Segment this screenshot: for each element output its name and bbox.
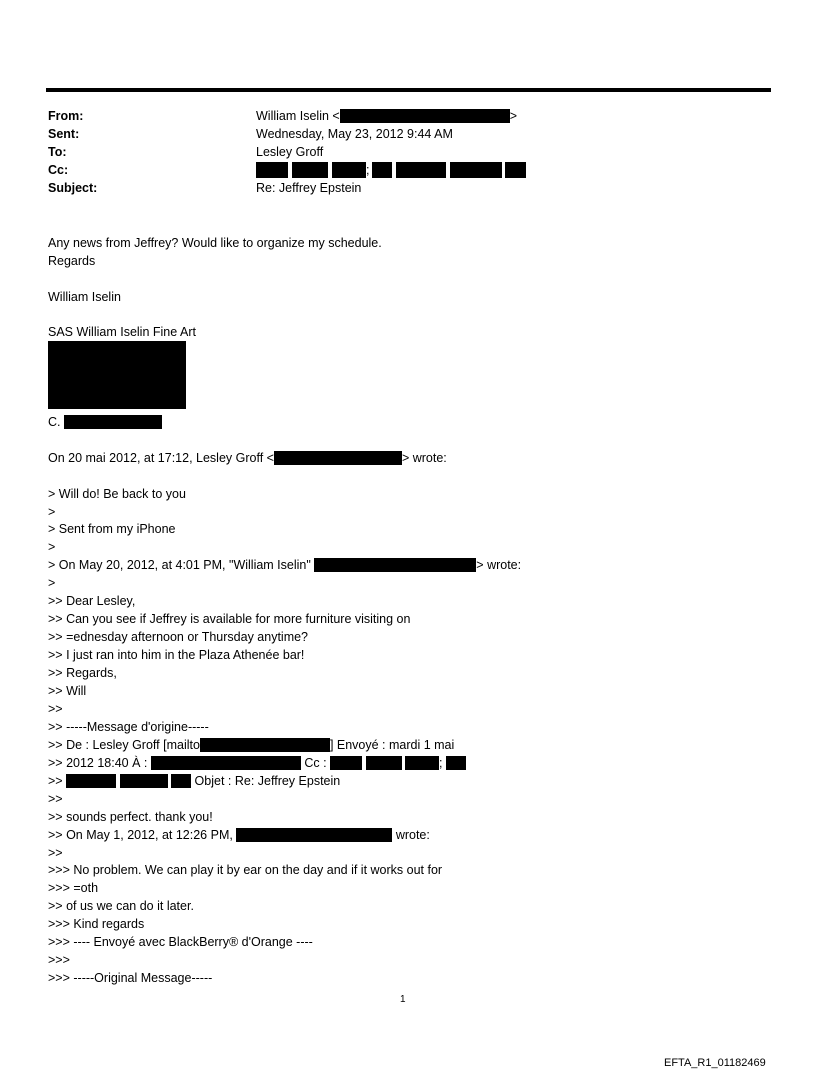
redaction: [171, 774, 191, 788]
body-line: Regards: [48, 254, 96, 268]
sent-label: Sent:: [48, 127, 80, 141]
redaction: [332, 162, 366, 178]
redaction: [330, 756, 362, 770]
quote-line: >>>: [48, 953, 70, 967]
page-number: 1: [400, 994, 406, 1005]
quote-line: >: [48, 540, 56, 554]
quote-line: >> -----Message d'origine-----: [48, 720, 209, 734]
redaction: [396, 162, 446, 178]
redaction: [274, 451, 402, 465]
quote-line: >> Objet : Re: Jeffrey Epstein: [48, 774, 341, 788]
redaction: [372, 162, 392, 178]
cc-separator: ;: [366, 163, 370, 177]
redaction: [64, 415, 162, 429]
quote-intro: On 20 mai 2012, at 17:12, Lesley Groff < > wrote:: [48, 451, 447, 465]
redaction: [446, 756, 466, 770]
redaction: [200, 738, 330, 752]
quote-line: >> I just ran into him in the Plaza Athenée bar!: [48, 648, 305, 662]
subject-value: Re: Jeffrey Epstein: [256, 181, 362, 195]
body-line: Any news from Jeffrey? Would like to organize my schedule.: [48, 236, 382, 250]
quote-line: >>> -----Original Message-----: [48, 971, 213, 985]
signature-name: William Iselin: [48, 290, 121, 304]
to-value: Lesley Groff: [256, 145, 324, 159]
quote-line: >> Can you see if Jeffrey is available for more furniture visiting on: [48, 612, 411, 626]
quote-line: >>: [48, 792, 63, 806]
redaction: [66, 774, 116, 788]
header-rule: [46, 88, 771, 92]
redaction: [340, 109, 510, 123]
redaction: [48, 341, 186, 409]
quote-line: >>: [48, 846, 63, 860]
redaction: [292, 162, 328, 178]
redaction: [505, 162, 526, 178]
quote-line: >> De : Lesley Groff [mailto ] Envoyé : mardi 1 mai: [48, 738, 455, 752]
quote-line: >> of us we can do it later.: [48, 899, 194, 913]
quote-line: >> sounds perfect. thank you!: [48, 810, 213, 824]
cc-label: Cc:: [48, 163, 69, 177]
quote-line: >>> Kind regards: [48, 917, 145, 931]
from-label: From:: [48, 109, 84, 123]
redaction: [151, 756, 301, 770]
redaction: [256, 162, 288, 178]
redaction: [314, 558, 476, 572]
quote-line: > Will do! Be back to you: [48, 487, 186, 501]
quote-line: >> =ednesday afternoon or Thursday anytime?: [48, 630, 309, 644]
quote-line: >> Will: [48, 684, 87, 698]
quote-line: >> Regards,: [48, 666, 117, 680]
quote-line: >> 2012 18:40 À : Cc : ;: [48, 754, 466, 772]
document-id: EFTA_R1_01182469: [664, 1057, 766, 1069]
signature-phone: C.: [48, 413, 162, 431]
quote-line: >: [48, 576, 56, 590]
sent-value: Wednesday, May 23, 2012 9:44 AM: [256, 127, 453, 141]
from-value: William Iselin < >: [256, 109, 518, 123]
redaction: [366, 756, 402, 770]
quote-line: >>> ---- Envoyé avec BlackBerry® d'Orange ----: [48, 935, 313, 949]
to-label: To:: [48, 145, 67, 159]
redaction: [120, 774, 168, 788]
quote-line: >>: [48, 702, 63, 716]
quote-line: >>> No problem. We can play it by ear on the day and if it works out for: [48, 863, 443, 877]
quote-line: > Sent from my iPhone: [48, 522, 176, 536]
quote-line: >: [48, 505, 56, 519]
quote-line: >> On May 1, 2012, at 12:26 PM, wrote:: [48, 828, 430, 842]
quote-line: >> Dear Lesley,: [48, 594, 136, 608]
redaction: [236, 828, 392, 842]
quote-line: >>> =oth: [48, 881, 99, 895]
signature-company: SAS William Iselin Fine Art: [48, 325, 196, 339]
subject-label: Subject:: [48, 181, 98, 195]
redaction: [405, 756, 439, 770]
quote-line: > On May 20, 2012, at 4:01 PM, "William Iselin" > wrote:: [48, 558, 522, 572]
redaction: [450, 162, 502, 178]
